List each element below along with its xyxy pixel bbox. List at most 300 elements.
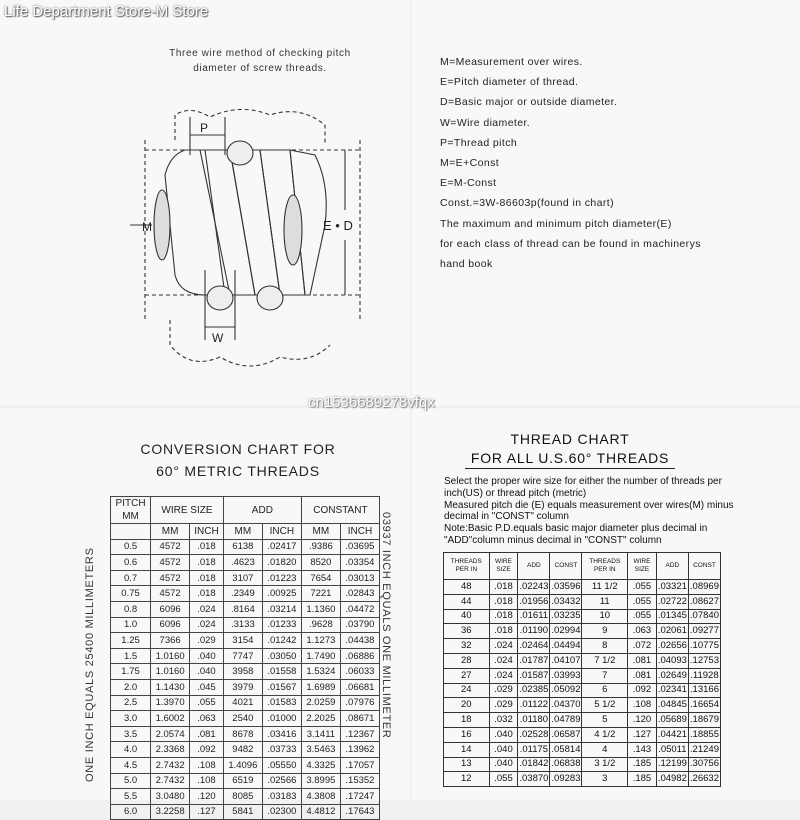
header-inch: INCH: [190, 524, 224, 540]
table-cell: .15352: [340, 773, 379, 789]
table-row: [444, 624, 721, 639]
table-cell: .029: [489, 683, 518, 698]
table-cell: .04107: [550, 653, 582, 668]
definition-item: Const.=3W-86603p(found in chart): [440, 197, 614, 210]
table-cell: 7: [582, 668, 628, 683]
table-cell: .18855: [688, 727, 720, 742]
table-cell: .3133: [223, 617, 262, 633]
definition-item: M=Measurement over wires.: [440, 56, 583, 68]
table-cell: .018: [190, 586, 224, 602]
table-cell: .06886: [340, 648, 379, 664]
table-cell: 0.7: [111, 570, 151, 586]
table-row: [111, 648, 380, 664]
table-cell: .081: [628, 653, 657, 668]
table-cell: .01558: [262, 664, 301, 680]
table-cell: 6138: [223, 539, 262, 555]
table-cell: .08969: [688, 580, 720, 595]
table-row: [444, 580, 721, 595]
table-cell: 20: [444, 698, 490, 713]
label-w: W: [212, 331, 224, 345]
table-cell: .018: [190, 539, 224, 555]
table-cell: 9482: [223, 742, 262, 758]
us-chart-notes: [444, 476, 734, 547]
table-cell: 4 1/2: [582, 727, 628, 742]
definition-item: The maximum and minimum pitch diameter(E): [440, 217, 672, 230]
table-cell: 40: [444, 609, 490, 624]
table-cell: .127: [628, 727, 657, 742]
table-cell: .03596: [550, 580, 582, 595]
table-cell: .055: [489, 772, 518, 787]
table-cell: .185: [628, 772, 657, 787]
table-cell: 1.6002: [151, 711, 190, 727]
table-cell: .03695: [340, 539, 379, 555]
table-cell: .9386: [301, 539, 340, 555]
table-cell: 4572: [151, 555, 190, 571]
table-cell: 2.3368: [151, 742, 190, 758]
table-cell: 4572: [151, 586, 190, 602]
table-cell: .04845: [656, 698, 688, 713]
table-cell: 3 1/2: [582, 757, 628, 772]
table-cell: 3.5463: [301, 742, 340, 758]
table-row: [444, 698, 721, 713]
definition-item: P=Thread pitch: [440, 136, 518, 149]
table-row: [444, 772, 721, 787]
table-cell: 13: [444, 757, 490, 772]
table-cell: 3.2258: [151, 804, 190, 820]
table-cell: .092: [190, 742, 224, 758]
table-cell: 3: [582, 772, 628, 787]
header-inch: INCH: [340, 524, 379, 540]
table-row: [444, 609, 721, 624]
table-cell: 1.5324: [301, 664, 340, 680]
us-chart-title: THREAD CHART FOR ALL U.S.60° THREADS: [440, 430, 700, 469]
table-cell: .02722: [656, 594, 688, 609]
table-cell: 1.4096: [223, 757, 262, 773]
table-cell: 8085: [223, 789, 262, 805]
table-cell: .03235: [550, 609, 582, 624]
table-cell: .127: [190, 804, 224, 820]
table-cell: .01175: [518, 742, 550, 757]
table-cell: .029: [489, 698, 518, 713]
table-cell: 4021: [223, 695, 262, 711]
header-mm: MM: [151, 524, 190, 540]
table-cell: .081: [190, 726, 224, 742]
table-cell: .04093: [656, 653, 688, 668]
diagram-title: Three wire method of checking pitch diameter of screw threads.: [169, 48, 351, 74]
table-cell: .02243: [518, 580, 550, 595]
definition-item: for each class of thread can be found in machinerys: [440, 237, 701, 250]
table-cell: 1.5: [111, 648, 151, 664]
definition-item: W=Wire diameter.: [440, 116, 531, 129]
table-row: [444, 668, 721, 683]
table-row: [444, 594, 721, 609]
table-cell: 2.7432: [151, 773, 190, 789]
table-cell: 8: [582, 639, 628, 654]
table-cell: .029: [190, 633, 224, 649]
table-cell: .040: [489, 742, 518, 757]
metric-side-note-left: ONE INCH EQUALS 25400 MILLIMETERS: [84, 547, 96, 782]
table-cell: .01842: [518, 757, 550, 772]
table-cell: .081: [628, 668, 657, 683]
table-cell: .040: [190, 648, 224, 664]
table-cell: .055: [628, 580, 657, 595]
table-cell: .03432: [550, 594, 582, 609]
table-cell: .018: [489, 624, 518, 639]
us-table: [443, 552, 721, 787]
table-header: WIRE SIZE: [628, 553, 657, 580]
table-cell: .2349: [223, 586, 262, 602]
table-cell: .09283: [550, 772, 582, 787]
table-cell: 2.2025: [301, 711, 340, 727]
table-cell: .06033: [340, 664, 379, 680]
table-cell: .8164: [223, 601, 262, 617]
table-cell: 27: [444, 668, 490, 683]
table-row: [111, 804, 380, 820]
table-cell: .03321: [656, 580, 688, 595]
table-cell: 2.5: [111, 695, 151, 711]
table-cell: .108: [190, 757, 224, 773]
table-cell: .16654: [688, 698, 720, 713]
table-cell: .30756: [688, 757, 720, 772]
table-cell: 14: [444, 742, 490, 757]
table-cell: 11: [582, 594, 628, 609]
table-cell: 3.1411: [301, 726, 340, 742]
table-cell: .01000: [262, 711, 301, 727]
table-cell: 44: [444, 594, 490, 609]
table-cell: .02417: [262, 539, 301, 555]
table-cell: .06838: [550, 757, 582, 772]
table-cell: .01820: [262, 555, 301, 571]
table-cell: 12: [444, 772, 490, 787]
table-cell: 11 1/2: [582, 580, 628, 595]
table-cell: .17643: [340, 804, 379, 820]
table-cell: .03050: [262, 648, 301, 664]
table-row: [444, 713, 721, 728]
table-cell: 2.0574: [151, 726, 190, 742]
table-row: [111, 789, 380, 805]
table-cell: 6.0: [111, 804, 151, 820]
table-cell: .08671: [340, 711, 379, 727]
table-cell: 32: [444, 639, 490, 654]
definition-item: E=Pitch diameter of thread.: [440, 76, 579, 89]
table-cell: .00925: [262, 586, 301, 602]
table-cell: .12367: [340, 726, 379, 742]
table-cell: 1.75: [111, 664, 151, 680]
table-cell: 0.6: [111, 555, 151, 571]
definitions-list: [440, 52, 701, 274]
table-cell: 3.5: [111, 726, 151, 742]
table-cell: 7654: [301, 570, 340, 586]
table-cell: 1.3970: [151, 695, 190, 711]
table-header: THREADS PER IN: [444, 553, 490, 580]
table-cell: 3979: [223, 679, 262, 695]
header-inch: INCH: [262, 524, 301, 540]
table-cell: .01233: [262, 617, 301, 633]
table-cell: .072: [628, 639, 657, 654]
table-cell: .01567: [262, 679, 301, 695]
table-cell: .07840: [688, 609, 720, 624]
definition-item: M=E+Const: [440, 157, 500, 170]
table-cell: 4.3325: [301, 757, 340, 773]
table-row: [111, 601, 380, 617]
header-constant: CONSTANT: [301, 497, 379, 524]
table-cell: .108: [190, 773, 224, 789]
table-cell: .120: [190, 789, 224, 805]
table-cell: .04789: [550, 713, 582, 728]
table-cell: 1.0: [111, 617, 151, 633]
table-cell: .03790: [340, 617, 379, 633]
table-cell: .024: [190, 617, 224, 633]
note: Measured pitch die (E) equals measurement over wires(M) minus decimal in "CONST" column: [444, 499, 734, 523]
table-cell: .02994: [550, 624, 582, 639]
table-header: THREADS PER IN: [582, 553, 628, 580]
table-cell: .04370: [550, 698, 582, 713]
table-cell: .02300: [262, 804, 301, 820]
table-cell: .120: [628, 713, 657, 728]
table-cell: .03354: [340, 555, 379, 571]
table-cell: .02566: [262, 773, 301, 789]
table-row: [111, 617, 380, 633]
table-cell: 7221: [301, 586, 340, 602]
table-cell: 4.0: [111, 742, 151, 758]
table-cell: .05092: [550, 683, 582, 698]
three-wire-diagram: [130, 95, 380, 390]
table-cell: .26632: [688, 772, 720, 787]
table-cell: .13962: [340, 742, 379, 758]
table-cell: 4572: [151, 539, 190, 555]
table-row: [111, 570, 380, 586]
table-cell: 2.7432: [151, 757, 190, 773]
table-cell: 9: [582, 624, 628, 639]
table-cell: .09277: [688, 624, 720, 639]
table-cell: .055: [628, 594, 657, 609]
header-wire-size: WIRE SIZE: [151, 497, 224, 524]
table-cell: 2540: [223, 711, 262, 727]
table-cell: 16: [444, 727, 490, 742]
table-cell: 3.0480: [151, 789, 190, 805]
table-cell: .063: [628, 624, 657, 639]
table-cell: 4572: [151, 570, 190, 586]
watermark: cn1536689278vfqx: [308, 394, 435, 411]
table-cell: .08627: [688, 594, 720, 609]
table-row: [111, 679, 380, 695]
table-cell: 1.7490: [301, 648, 340, 664]
note: Select the proper wire size for either the number of threads per inch(US) or thread pitch (metric): [444, 476, 722, 499]
table-cell: .04982: [656, 772, 688, 787]
table-cell: .04438: [340, 633, 379, 649]
table-cell: 1.0160: [151, 664, 190, 680]
table-cell: .05814: [550, 742, 582, 757]
table-cell: .01956: [518, 594, 550, 609]
table-cell: 0.75: [111, 586, 151, 602]
table-cell: .040: [190, 664, 224, 680]
table-cell: .03870: [518, 772, 550, 787]
table-row: [111, 757, 380, 773]
table-cell: .01223: [262, 570, 301, 586]
table-cell: .03013: [340, 570, 379, 586]
table-cell: .03214: [262, 601, 301, 617]
table-cell: 8678: [223, 726, 262, 742]
table-cell: .024: [489, 653, 518, 668]
table-header: WIRE SIZE: [489, 553, 518, 580]
table-cell: .01587: [518, 668, 550, 683]
table-header: ADD: [518, 553, 550, 580]
table-cell: 3.8995: [301, 773, 340, 789]
table-cell: .018: [489, 609, 518, 624]
table-cell: .05011: [656, 742, 688, 757]
table-cell: .02528: [518, 727, 550, 742]
header-pitch: PITCH MM: [111, 497, 151, 524]
table-cell: 7 1/2: [582, 653, 628, 668]
table-row: [111, 773, 380, 789]
table-cell: .018: [489, 580, 518, 595]
table-row: [111, 664, 380, 680]
table-cell: 3107: [223, 570, 262, 586]
table-cell: .06681: [340, 679, 379, 695]
table-cell: 5: [582, 713, 628, 728]
table-cell: .02385: [518, 683, 550, 698]
table-cell: 6096: [151, 617, 190, 633]
table-cell: 1.6989: [301, 679, 340, 695]
table-cell: .12753: [688, 653, 720, 668]
table-cell: .024: [489, 639, 518, 654]
table-cell: 8520: [301, 555, 340, 571]
table-row: [111, 555, 380, 571]
table-cell: .02464: [518, 639, 550, 654]
note: Note:Basic P.D.equals basic major diameter plus decimal in "ADD"column minus decimal in "CONST" column: [444, 523, 708, 546]
table-cell: 3958: [223, 664, 262, 680]
table-cell: .063: [190, 711, 224, 727]
table-row: [111, 742, 380, 758]
table-header: ADD: [656, 553, 688, 580]
table-cell: .018: [190, 555, 224, 571]
table-cell: .032: [489, 713, 518, 728]
header-mm: MM: [223, 524, 262, 540]
table-cell: .01583: [262, 695, 301, 711]
table-cell: .01190: [518, 624, 550, 639]
table-cell: 10: [582, 609, 628, 624]
definition-item: hand book: [440, 258, 493, 271]
metric-side-note-right: 03937 INCH EQUALS ONE MILLIMETER: [380, 512, 392, 739]
table-row: [111, 586, 380, 602]
table-cell: .11928: [688, 668, 720, 683]
table-cell: .07976: [340, 695, 379, 711]
table-row: [444, 727, 721, 742]
table-cell: .01242: [262, 633, 301, 649]
metric-chart-title: CONVERSION CHART FOR 60° METRIC THREADS: [140, 441, 336, 479]
table-row: [444, 653, 721, 668]
table-cell: 1.1430: [151, 679, 190, 695]
table-cell: 1.1360: [301, 601, 340, 617]
table-cell: 3.0: [111, 711, 151, 727]
table-cell: 5 1/2: [582, 698, 628, 713]
table-cell: .18679: [688, 713, 720, 728]
table-cell: .01345: [656, 609, 688, 624]
table-row: [444, 757, 721, 772]
table-cell: .02649: [656, 668, 688, 683]
table-cell: .03733: [262, 742, 301, 758]
table-cell: 6519: [223, 773, 262, 789]
table-cell: .185: [628, 757, 657, 772]
table-cell: .024: [190, 601, 224, 617]
table-cell: .05689: [656, 713, 688, 728]
table-cell: .13166: [688, 683, 720, 698]
table-cell: .9628: [301, 617, 340, 633]
store-name: Life Department Store-M Store: [4, 3, 209, 20]
table-cell: .02843: [340, 586, 379, 602]
table-cell: .21249: [688, 742, 720, 757]
table-cell: .040: [489, 727, 518, 742]
table-cell: .4623: [223, 555, 262, 571]
table-row: [444, 639, 721, 654]
header-mm: MM: [301, 524, 340, 540]
table-cell: .01787: [518, 653, 550, 668]
table-row: [111, 633, 380, 649]
header-add: ADD: [223, 497, 301, 524]
table-cell: .055: [628, 609, 657, 624]
table-row: [444, 742, 721, 757]
table-row: [111, 711, 380, 727]
table-cell: 6096: [151, 601, 190, 617]
table-cell: 0.8: [111, 601, 151, 617]
table-cell: .02341: [656, 683, 688, 698]
label-p: P: [200, 121, 209, 135]
table-cell: .02061: [656, 624, 688, 639]
table-cell: 7366: [151, 633, 190, 649]
table-cell: 24: [444, 683, 490, 698]
table-cell: 48: [444, 580, 490, 595]
table-row: [111, 539, 380, 555]
table-cell: .02656: [656, 639, 688, 654]
table-cell: 1.0160: [151, 648, 190, 664]
table-cell: .05550: [262, 757, 301, 773]
table-cell: 5.5: [111, 789, 151, 805]
table-cell: .01180: [518, 713, 550, 728]
table-cell: 5841: [223, 804, 262, 820]
table-cell: .108: [628, 698, 657, 713]
definition-item: D=Basic major or outside diameter.: [440, 96, 618, 109]
table-row: [111, 726, 380, 742]
table-cell: 6: [582, 683, 628, 698]
table-cell: .045: [190, 679, 224, 695]
table-cell: .018: [489, 594, 518, 609]
table-cell: 3154: [223, 633, 262, 649]
table-cell: .024: [489, 668, 518, 683]
table-cell: .01611: [518, 609, 550, 624]
table-cell: .092: [628, 683, 657, 698]
table-cell: 4: [582, 742, 628, 757]
table-cell: .018: [190, 570, 224, 586]
table-cell: .03416: [262, 726, 301, 742]
definition-item: E=M-Const: [440, 177, 497, 190]
table-cell: .01122: [518, 698, 550, 713]
table-cell: .03993: [550, 668, 582, 683]
table-cell: .143: [628, 742, 657, 757]
table-cell: 18: [444, 713, 490, 728]
table-row: [111, 695, 380, 711]
table-cell: .040: [489, 757, 518, 772]
table-cell: 4.5: [111, 757, 151, 773]
table-cell: .03183: [262, 789, 301, 805]
table-cell: 1.25: [111, 633, 151, 649]
table-cell: 28: [444, 653, 490, 668]
table-cell: .17057: [340, 757, 379, 773]
table-cell: .17247: [340, 789, 379, 805]
table-cell: .04494: [550, 639, 582, 654]
table-cell: 4.3808: [301, 789, 340, 805]
table-cell: .06587: [550, 727, 582, 742]
table-cell: 1.1273: [301, 633, 340, 649]
